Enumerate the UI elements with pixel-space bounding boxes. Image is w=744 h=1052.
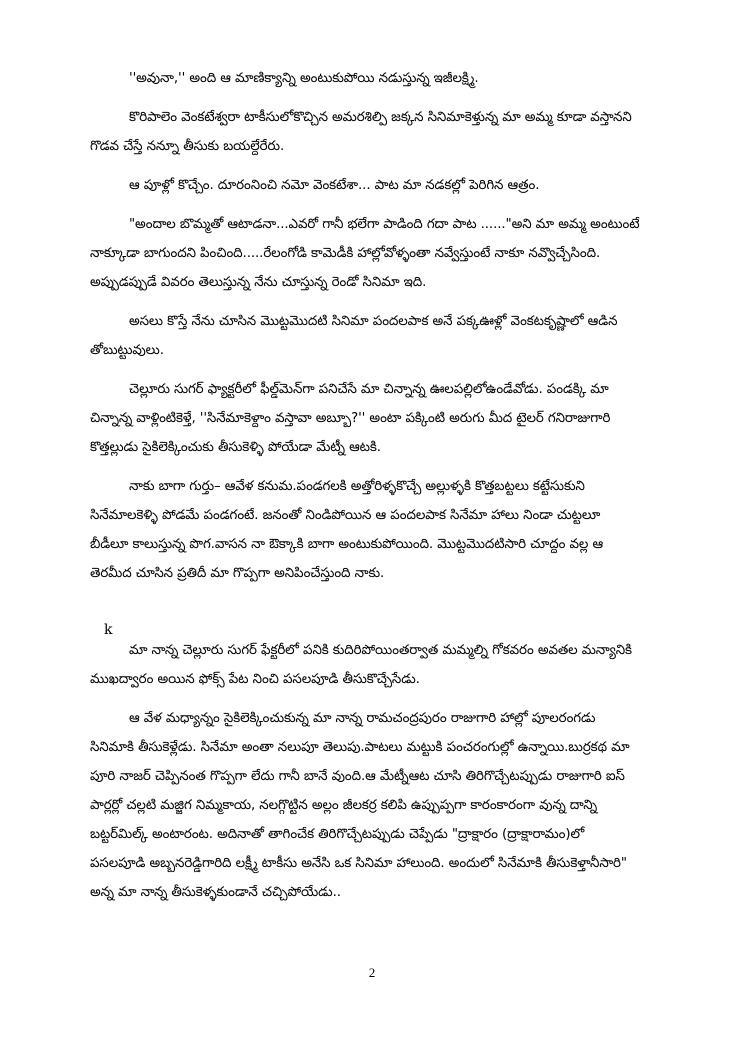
text-line: ''అవునా,'' అంది ఆ మాణిక్యాన్ని అంటుకుపోయి నడుస్తున్న ఇజీలక్ష్మి.: [129, 71, 479, 86]
text-line: ముఖద్వారం అయిన ఫోక్స్ పేట నించి పసలపూడి తీసుకొచ్చేసేడు.: [90, 672, 420, 687]
paragraph: [90, 64, 660, 93]
paragraph: [90, 210, 660, 297]
paragraph: [90, 307, 660, 365]
paragraph: [90, 636, 660, 694]
page-number: 2: [368, 965, 376, 980]
text-line: అన్న మా నాన్న తీసుకెళ్ళకుండానే చచ్చిపోయేడు..: [90, 885, 341, 900]
text-line: ఆ పూళ్లో కొచ్చేం. దూరంనించి నమో వెంకటేశా... పాట మా నడకల్లో పెరిగిన ఆత్రం.: [129, 178, 540, 193]
text-line: చెల్లూరు సుగర్ ఫ్యాక్టరీలో ఫీల్డ్‌మెన్‌గా పనిచేసే మా చిన్నాన్న ఊలపల్లిలోఉండేవోడు. పండక్కి మా: [129, 382, 609, 397]
paragraph: [90, 103, 660, 161]
text-line: పూరి నాజర్ చెప్పినంత గొప్పగా లేదు గానీ బానే వుంది.ఆ మేట్నీఆట చూసి తిరిగొచ్చేటప్పుడు రాజుగారి ఐస్: [90, 769, 625, 784]
paragraph: [90, 704, 660, 907]
text-line: మా నాన్న చెల్లూరు సుగర్ ఫేక్టరీలో పనికి కుదిరిపోయింతర్వాత మమ్మల్ని గోకవరం అవతల మన్యానికి: [129, 643, 632, 658]
text-line: సినిమాకి తీసుకెళ్లేడు. సినేమా అంతా నలుపూ తెలుపు.పాటలు మట్టుకి పంచరంగుల్లో ఉన్నాయి.బుర్రకథ మా: [90, 740, 630, 755]
paragraph-group-top: [90, 64, 660, 588]
text-line: కొరిపాలెం వెంకటేశ్వరా టాకీసులోకొచ్చిన అమరశిల్పి జక్కన సినిమాకెళ్తున్న మా అమ్మ కూడా వస్తానని: [129, 110, 632, 125]
text-line: నాక్కూడా బాగుందని పించింది.....రేలంగోడి కామెడీకి హాల్లోవోళ్ళంతా నవ్వేస్తుంటే నాకూ నవ్వొచ్చేసింది.: [90, 246, 601, 261]
text-line: గొడవ చేస్తే నన్నూ తీసుకు బయల్దేరేరు.: [90, 139, 285, 154]
text-line: నాకు బాగా గుర్తు– ఆవేళ కనుమ.పండగలకి అత్తోరిళ్ళకొచ్చే అల్లుళ్ళకి కొత్తబట్టలు కట్టేసుకుని: [129, 479, 585, 494]
document-body: [90, 64, 660, 917]
text-line: పార్లర్లో చల్లటి మజ్జిగ నిమ్మకాయ, నలగ్గొట్టిన అల్లం జీలకర్ర కలిపి ఉప్పుప్పగా కారంకారంగా వున్న దాన్ని: [90, 798, 598, 813]
text-line: బీడీలూ కాలుస్తున్న పొగ.వాసన నా ఔక్కాకి బాగా అంటుకుపోయింది. మొట్టమొదటిసారి చూద్దం వల్ల ఆ: [90, 537, 604, 552]
section-marker: k: [104, 622, 113, 638]
paragraph: [90, 472, 660, 588]
paragraph: [90, 375, 660, 462]
text-line: బట్టర్‌మిల్క్ అంటారంట. అదినాతో తాగించేక తిరిగొచ్చేటప్పుడు చెప్పేడు "ద్రాక్షారం (ద్రాక్షారామం)లో: [90, 827, 585, 842]
paragraph: [90, 171, 660, 200]
text-line: పసలపూడి అబ్బనరెడ్డిగారిది లక్ష్మీ టాకీసు అనేసి ఒక సినిమా హాలుంది. అందులో సినేమాకి తీసుకెళ్తానీసారి": [90, 856, 627, 871]
paragraph-group-bottom: [90, 636, 660, 907]
text-line: తెరమీద చూసిన ప్రతిదీ మా గొప్పగా అనిపించేస్తుంది నాకు.: [90, 566, 385, 581]
text-line: ఆ వేళ మధ్యాన్నం సైకిలెక్కించుకున్న మా నాన్న రామచంద్రపురం రాజుగారి హాల్లో పూలరంగడు: [129, 711, 596, 726]
text-line: కొత్తల్లుడు సైకిలెక్కించుకు తీసుకెళ్ళి పోయేడా మేట్నీ ఆటకి.: [90, 440, 381, 455]
text-line: తోబుట్టువులు.: [90, 343, 164, 358]
text-line: చిన్నాన్న వాళ్లింటికెళ్తే, ''సినేమాకెళ్దాం వస్తావా అబ్బూ?'' అంటా పక్కింటి అరుగు మీద టైలర్ గనిరాజుగారి: [90, 411, 611, 426]
text-line: అప్పుడప్పుడే వివరం తెలుస్తున్న నేను చూస్తున్న రెండో సినిమా ఇది.: [90, 275, 427, 290]
text-line: "అందాల బొమ్మతో ఆటాడనా...ఎవరో గానీ భలేగా పాడింది గదా పాట ......"అని మా అమ్మ అంటుంటే: [129, 217, 640, 232]
text-line: సినేమాలకెళ్ళి పోడమే పండగంటే. జనంతో నిండిపోయిన ఆ పందలపాక సినేమా హాలు నిండా చుట్టలూ: [90, 508, 601, 523]
text-line: అసలు కొస్తే నేను చూసిన మొట్టమొదటి సినిమా పందలపాక అనే పక్కఊళ్లో వెంకటకృష్ణాలో ఆడిన: [129, 314, 618, 329]
